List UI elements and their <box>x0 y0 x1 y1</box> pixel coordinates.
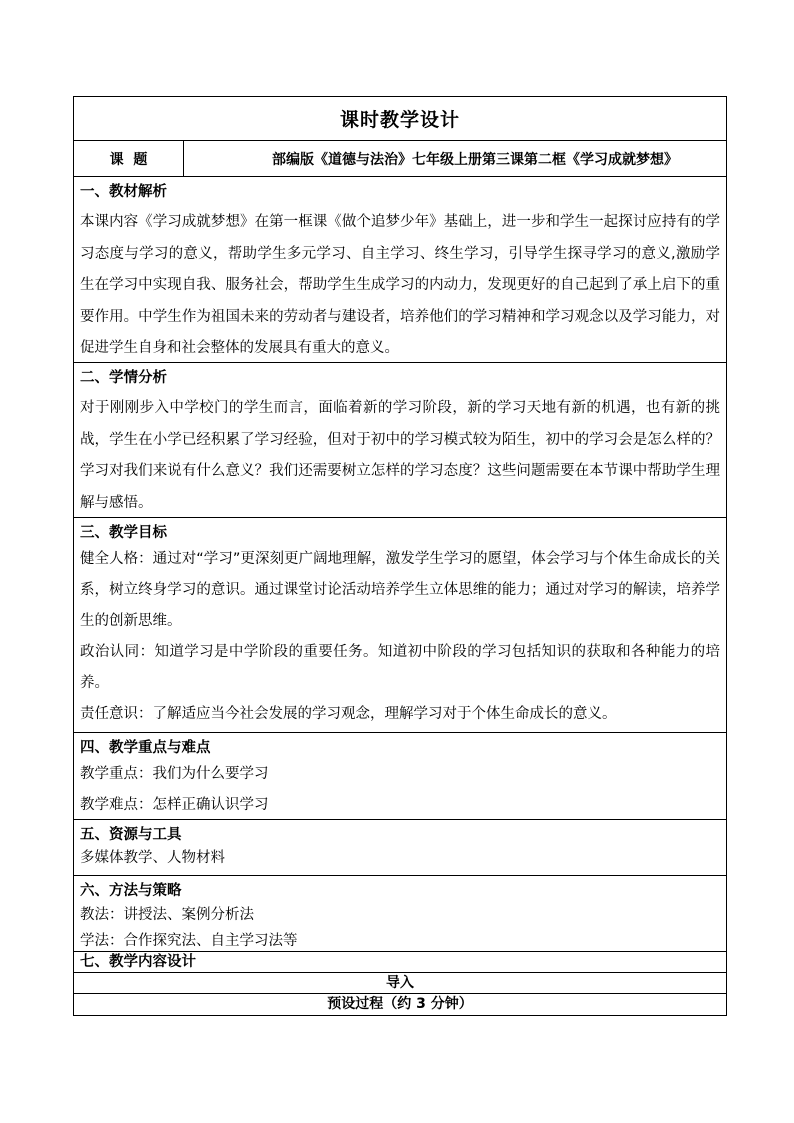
section-heading: 一、教材解析 <box>80 184 167 200</box>
section-heading: 三、教学目标 <box>80 525 167 541</box>
resources-text: 多媒体教学、人物材料 <box>80 850 225 866</box>
section-heading: 二、学情分析 <box>80 370 167 386</box>
lesson-plan-table <box>73 96 727 1016</box>
teaching-method: 教法：讲授法、案例分析法 <box>80 907 254 923</box>
topic-row <box>74 141 726 177</box>
section-heading: 五、资源与工具 <box>80 827 182 843</box>
section-text: 对于刚刚步入中学校门的学生而言，面临着新的学习阶段，新的学习天地有新的机遇，也有新的挑战，学生在小学已经积累了学习经验，但对于初中的学习模式较为陌生，初中的学习会是怎么样的？学习对我们来说有什么意义？我们还需要树立怎样的学习态度？这些问题需要在本节课中帮助学生理解与感悟。 <box>80 400 720 511</box>
intro-row <box>74 973 726 994</box>
section-keypoints <box>74 733 726 820</box>
process-label: 预设过程（约 3 分钟） <box>327 996 473 1012</box>
section-heading: 四、教学重点与难点 <box>80 740 211 756</box>
section-goals <box>74 518 726 733</box>
section-methods <box>74 876 726 952</box>
focus-text: 教学重点：我们为什么要学习 <box>80 766 269 782</box>
topic-value: 部编版《道德与法治》七年级上册第三课第二框《学习成就梦想》 <box>272 151 678 168</box>
process-row <box>74 994 726 1015</box>
section-heading: 七、教学内容设计 <box>80 954 196 970</box>
document-title: 课时教学设计 <box>339 109 460 131</box>
title-row <box>74 97 726 141</box>
section-materials <box>74 177 726 363</box>
difficulty-text: 教学难点：怎样正确认识学习 <box>80 797 269 813</box>
section-resources <box>74 820 726 876</box>
learning-method: 学法：合作探究法、自主学习法等 <box>80 933 298 949</box>
goal-item: 责任意识：了解适应当今社会发展的学习观念，理解学习对于个体生命成长的意义。 <box>80 706 617 722</box>
topic-label: 课 题 <box>74 141 184 176</box>
section-text: 本课内容《学习成就梦想》在第一框课《做个追梦少年》基础上，进一步和学生一起探讨应持有的学习态度与学习的意义，帮助学生多元学习、自主学习、终生学习，引导学生探寻学习的意义,激励学生在学习中实现自我、服务社会，帮助学生生成学习的内动力，发现更好的自己起到了承上启下的重要作用。中学生作为祖国未来的劳动者与建设者，培养他们的学习精神和学习观念以及学习能力，对促进学生自身和社会整体的发展具有重大的意义。 <box>80 214 720 356</box>
goal-item: 政治认同：知道学习是中学阶段的重要任务。知道初中阶段的学习包括知识的获取和各种能力的培养。 <box>80 644 720 691</box>
section-students <box>74 363 726 518</box>
section-content <box>74 952 726 973</box>
goal-item: 健全人格：通过对“学习”更深刻更广阔地理解，激发学生学习的愿望，体会学习与个体生命成长的关系，树立终身学习的意识。通过课堂讨论活动培养学生立体思维的能力；通过对学习的解读，培养学生的创新思维。 <box>80 551 720 629</box>
section-heading: 六、方法与策略 <box>80 883 182 899</box>
intro-label: 导入 <box>386 975 414 991</box>
